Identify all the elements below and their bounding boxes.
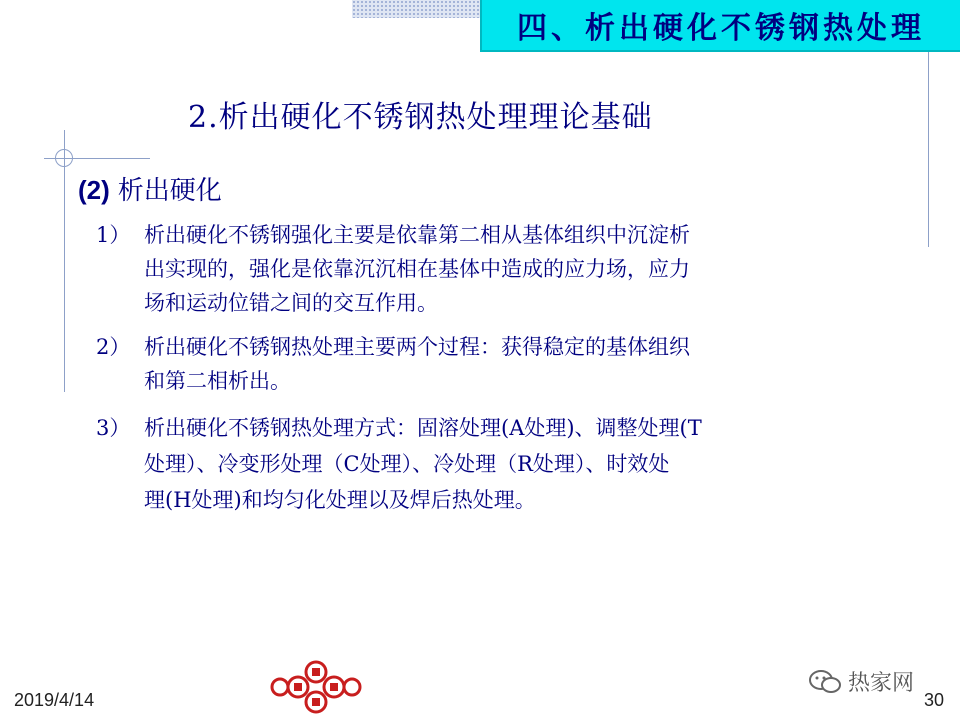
list-item xyxy=(96,218,690,320)
wechat-icon xyxy=(808,669,842,695)
section-number: (2) xyxy=(78,175,110,205)
item-line: 和第二相析出。 xyxy=(144,369,291,393)
decorative-line-left xyxy=(64,130,65,392)
watermark xyxy=(808,666,914,697)
decorative-dot-band xyxy=(352,0,480,18)
slide-subtitle: 2.析出硬化不锈钢热处理理论基础 xyxy=(188,100,653,135)
company-logo xyxy=(268,658,364,716)
section-title: 析出硬化 xyxy=(117,176,222,206)
watermark-text: 热家网 xyxy=(848,671,915,696)
page-number: 30 xyxy=(924,690,945,710)
header-banner xyxy=(480,0,960,52)
item-line: 场和运动位错之间的交互作用。 xyxy=(144,291,438,315)
list-item xyxy=(96,410,702,518)
crosshair-circle xyxy=(55,149,73,167)
footer-date: 2019/4/14 xyxy=(14,690,95,710)
item-marker: 3） xyxy=(96,416,131,440)
decorative-line-right xyxy=(928,52,929,247)
item-line: 理(H处理)和均匀化处理以及焊后热处理。 xyxy=(144,488,536,512)
section-heading xyxy=(78,170,222,207)
item-line: 处理）、冷变形处理（C处理）、冷处理（R处理）、时效处 xyxy=(144,452,670,476)
item-line: 析出硬化不锈钢强化主要是依靠第二相从基体组织中沉淀析 xyxy=(144,223,690,247)
item-marker: 2） xyxy=(96,335,131,359)
list-item xyxy=(96,330,690,398)
item-line: 出实现的，强化是依靠沉沉相在基体中造成的应力场，应力 xyxy=(144,257,690,281)
item-line: 析出硬化不锈钢热处理方式：固溶处理(A处理)、调整处理(T xyxy=(144,416,702,440)
item-marker: 1） xyxy=(96,223,131,247)
item-line: 析出硬化不锈钢热处理主要两个过程：获得稳定的基体组织 xyxy=(144,335,690,359)
header-title: 四、析出硬化不锈钢热处理 xyxy=(517,11,925,46)
